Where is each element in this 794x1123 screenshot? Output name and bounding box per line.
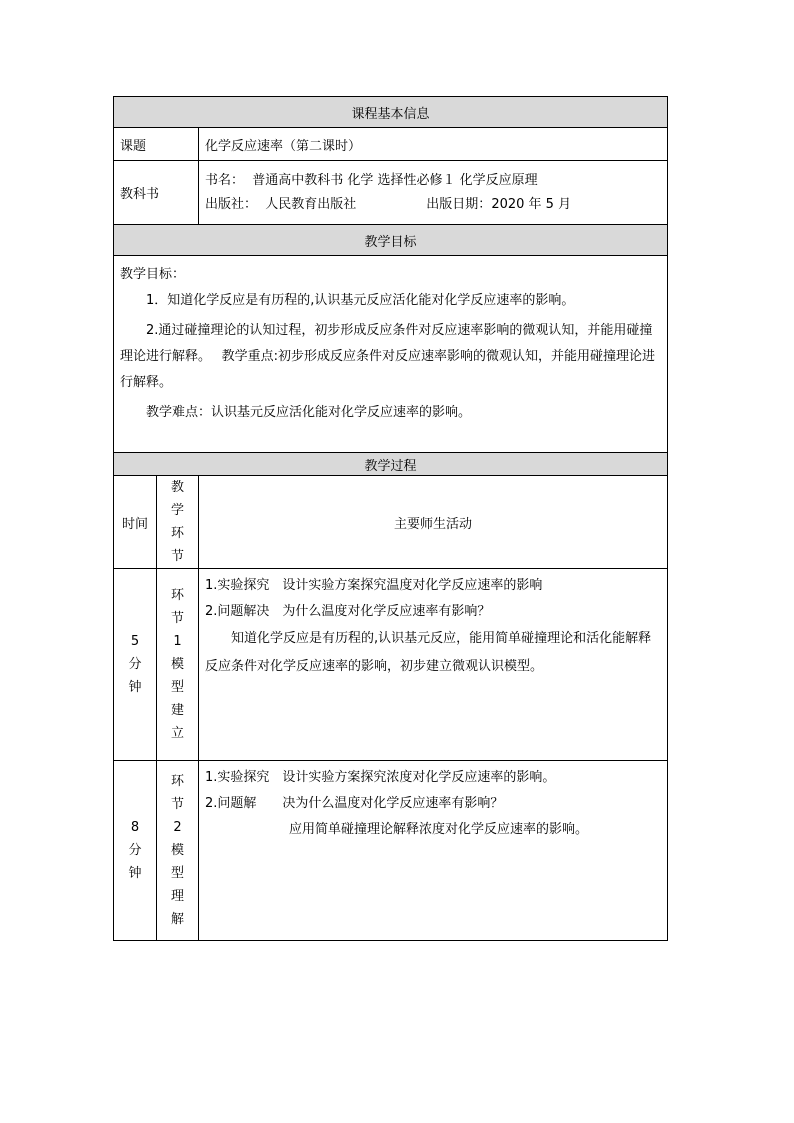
row2-stage bbox=[157, 761, 199, 941]
basic-info-header: 课程基本信息 bbox=[114, 97, 668, 128]
activity-paragraph: 应用简单碰撞理论解释浓度对化学反应速率的影响。 bbox=[289, 822, 589, 837]
objective-item-1: 1．知道化学反应是有历程的,认识基元反应活化能对化学反应速率的影响。 bbox=[146, 293, 575, 308]
book-name-value: 普通高中教科书 化学 选择性必修１ 化学反应原理 bbox=[252, 172, 538, 188]
lesson-plan-sheet bbox=[113, 96, 667, 941]
book-name-line bbox=[205, 169, 667, 193]
stage-char: 模 bbox=[170, 843, 184, 858]
stage-char: 型 bbox=[170, 866, 184, 881]
time-char: 8 bbox=[130, 820, 140, 835]
stage-char: 节 bbox=[170, 797, 184, 812]
row1-time bbox=[114, 569, 157, 761]
row2-time bbox=[114, 761, 157, 941]
activity-line: 2.问题解决 为什么温度对化学反应速率有影响？ bbox=[205, 604, 491, 619]
stage-char: 2 bbox=[173, 820, 182, 835]
stage-header-char: 教 bbox=[170, 480, 184, 495]
objectives-body bbox=[114, 256, 668, 453]
publisher-value: 人民教育出版社 bbox=[265, 196, 357, 212]
col-activity-header: 主要师生活动 bbox=[199, 476, 668, 569]
stage-char: 环 bbox=[170, 774, 184, 789]
textbook-label: 教科书 bbox=[114, 161, 199, 225]
stage-char: 1 bbox=[173, 634, 182, 649]
stage-char: 解 bbox=[170, 912, 184, 927]
date-value: 2020 年 5 月 bbox=[491, 196, 572, 212]
book-name-label: 书名： bbox=[205, 172, 245, 188]
stage-char: 型 bbox=[170, 680, 184, 695]
row2-activity bbox=[199, 761, 668, 941]
activity-line: 2.问题解 决为什么温度对化学反应速率有影响？ bbox=[205, 796, 504, 811]
time-char: 钟 bbox=[128, 866, 142, 881]
row1-stage bbox=[157, 569, 199, 761]
activity-line: 1.实验探究 设计实验方案探究温度对化学反应速率的影响 bbox=[205, 578, 543, 593]
stage-header-char: 节 bbox=[170, 549, 184, 564]
stage-char: 环 bbox=[170, 588, 184, 603]
stage-char: 建 bbox=[170, 703, 184, 718]
stage-char: 模 bbox=[170, 657, 184, 672]
objectives-header: 教学目标 bbox=[114, 225, 668, 256]
stage-header-char: 环 bbox=[170, 526, 184, 541]
time-char: 分 bbox=[128, 657, 142, 672]
objective-item-2: 2.通过碰撞理论的认知过程，初步形成反应条件对反应速率影响的微观认知，并能用碰撞理论进行解释。 教学重点:初步形成反应条件对反应速率影响的微观认知，并能用碰撞理论进行解释。 bbox=[120, 323, 656, 390]
process-header: 教学过程 bbox=[114, 453, 668, 476]
activity-paragraph: 知道化学反应是有历程的,认识基元反应，能用简单碰撞理论和活化能解释反应条件对化学反应速率的影响，初步建立微观认识模型。 bbox=[205, 631, 652, 674]
topic-label: 课题 bbox=[114, 128, 199, 161]
topic-value: 化学反应速率（第二课时） bbox=[199, 128, 668, 161]
activity-line: 1.实验探究 设计实验方案探究浓度对化学反应速率的影响。 bbox=[205, 770, 556, 785]
publisher-label: 出版社： bbox=[205, 196, 258, 212]
stage-char: 理 bbox=[170, 889, 184, 904]
time-char: 钟 bbox=[128, 680, 142, 695]
row1-activity bbox=[199, 569, 668, 761]
objective-difficulty: 教学难点：认识基元反应活化能对化学反应速率的影响。 bbox=[146, 405, 472, 420]
date-label: 出版日期： bbox=[426, 196, 492, 212]
time-char: 5 bbox=[130, 634, 140, 649]
stage-header-char: 学 bbox=[170, 503, 184, 518]
lesson-plan-table bbox=[113, 96, 668, 941]
publisher-line bbox=[205, 193, 667, 217]
textbook-details bbox=[199, 161, 668, 225]
objectives-title: 教学目标： bbox=[120, 267, 186, 282]
time-char: 分 bbox=[128, 843, 142, 858]
stage-char: 节 bbox=[170, 611, 184, 626]
stage-char: 立 bbox=[170, 726, 184, 741]
col-time-header: 时间 bbox=[114, 476, 157, 569]
col-stage-header bbox=[157, 476, 199, 569]
